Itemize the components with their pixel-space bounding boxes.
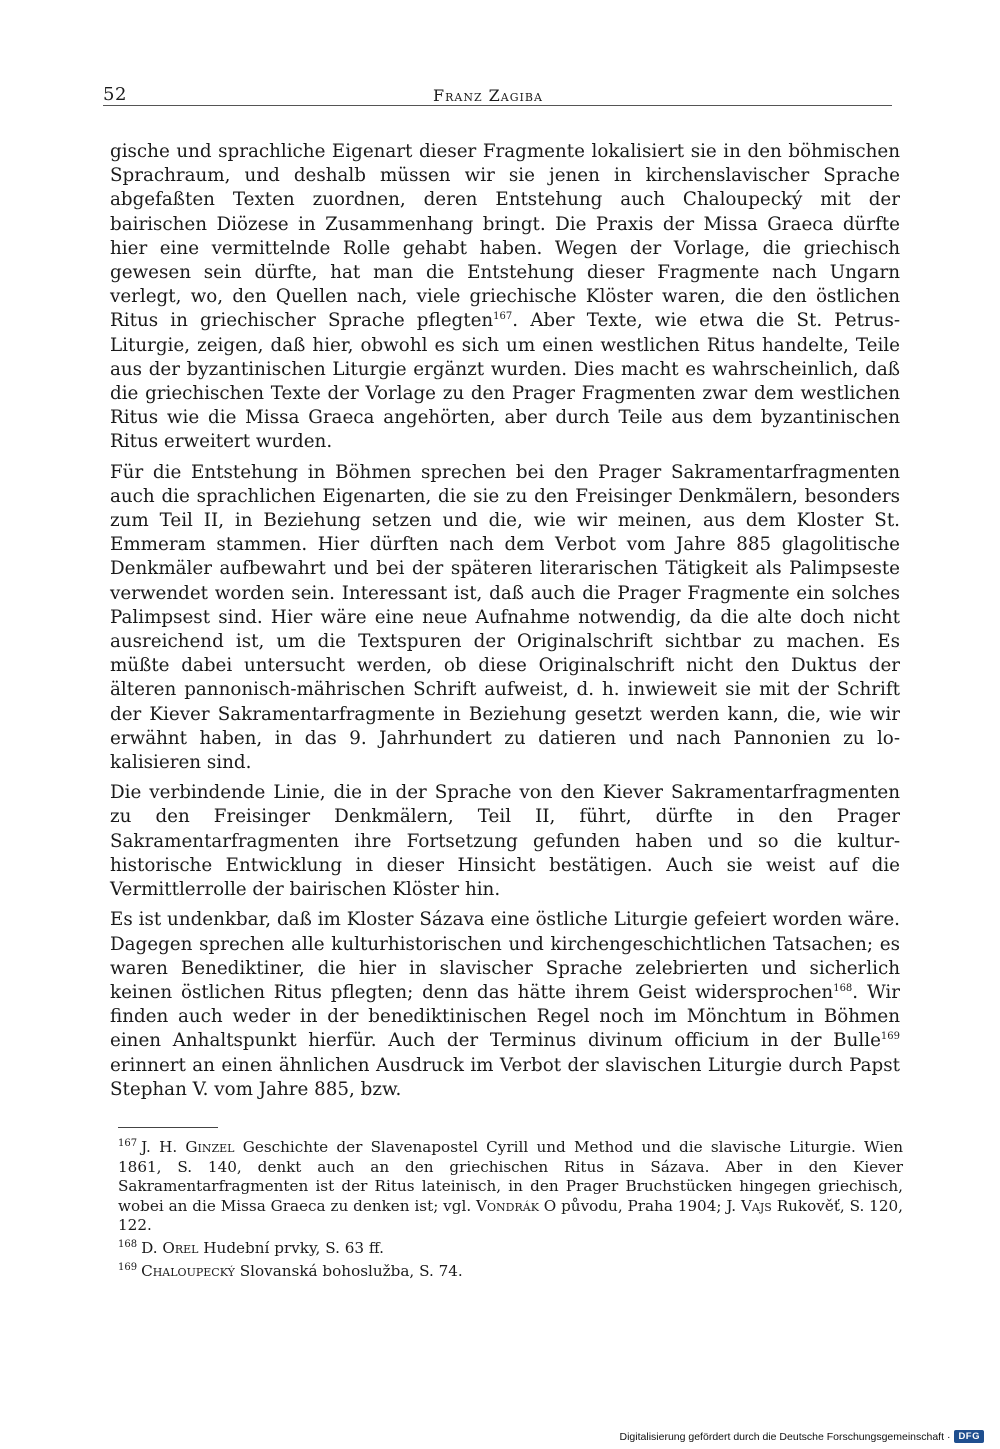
footnote-mark: 169 bbox=[118, 1261, 138, 1273]
author-name: Vajs bbox=[740, 1196, 772, 1215]
footnote-text: J. H. bbox=[141, 1138, 186, 1156]
footnote-ref-168[interactable]: 168 bbox=[833, 982, 853, 994]
page-header bbox=[103, 84, 892, 110]
paragraph-1 bbox=[110, 140, 900, 455]
footnote-text: Geschichte der Slavenapostel Cyrill und Method und die slavische Liturgie. Wien 1861, S. 140, denkt auch an den griechischen Ritus in Sázava. Aber in den Kiever Sakramentarfragmenten ist der Ritus lateinisch, in den Prager Bruchstücken hingegen griechisch, wobei an die Missa Graeca zu denken ist; vgl. bbox=[118, 1138, 903, 1215]
footnote-text: Hudební prvky, S. 63 ff. bbox=[198, 1238, 384, 1257]
credit-text: Digitalisierung gefördert durch die Deutsche Forschungsgemeinschaft · bbox=[619, 1430, 951, 1443]
author-name: Chaloupecký bbox=[141, 1261, 235, 1280]
footnote-mark: 167 bbox=[118, 1137, 138, 1149]
paragraph-4-text-c: erinnert an einen ähnlichen Ausdruck im Verbot der slavischen Liturgie durch Papst Stephan V. vom Jahre 885, bzw. bbox=[110, 1054, 900, 1100]
footnote-168 bbox=[118, 1239, 903, 1259]
footnote-text: Slovanská bohoslužba, S. 74. bbox=[234, 1261, 463, 1280]
paragraph-1-text-rest: . Aber Texte, wie etwa die St. Petrus-Liturgie, zeigen, daß hier, obwohl es sich um einen westlichen Ritus handelte, Teile aus der byzantinischen Liturgie ergänzt wurden. Dies macht es wahrscheinlich, daß die griechischen Texte der Vorlage zu den Prager Fragmenten zwar dem westlichen Ritus wie die Missa Graeca angehörten, aber durch Teile aus dem byzantinischen Ritus erweitert wurden. bbox=[110, 310, 901, 453]
footnote-ref-167[interactable]: 167 bbox=[493, 311, 513, 323]
paragraph-4-text-b: . Wir finden auch weder in der benediktinischen Regel noch im Mönchtum in Böhmen einen Anhaltspunkt hierfür. Auch der Terminus divinum officium in der Bulle bbox=[110, 981, 900, 1052]
header-rule bbox=[103, 105, 892, 106]
paragraph-4 bbox=[110, 908, 900, 1102]
footnote-ref-169[interactable]: 169 bbox=[880, 1031, 900, 1043]
footnote-text: Rukověť, S. 120, 122. bbox=[118, 1196, 903, 1235]
footnotes bbox=[118, 1138, 903, 1284]
footnote-rule bbox=[118, 1127, 218, 1128]
paragraph-2: Für die Entstehung in Böhmen sprechen bei den Prager Sakramentarfragmenten auch die sprachlichen Eigenarten, die sie zu den Freisinger Denkmälern, besonders zum Teil II, in Beziehung setzen und die, wie wir meinen, aus dem Kloster St. Emmeram stammen. Hier dürften nach dem Verbot vom Jahre 885 glagolitische Denkmäler aufbewahrt und bei der späteren literarischen Tätigkeit als Palimpseste verwendet worden sein. Interessant ist, daß auch die Prager Fragmente ein solches Palimpsest sind. Hier wäre eine neue Aufnahme notwendig, da die alte doch nicht ausreichend ist, um die Textspuren der Originalschrift sichtbar zu machen. Es müßte dabei untersucht werden, ob diese Originalschrift nicht den Duktus der älteren pannonisch-mährischen Schrift aufweist, d. h. inwieweit sie mit der Schrift der Kiever Sakramentarfragmente in Beziehung gesetzt werden kann, die, wie wir erwähnt haben, in das 9. Jahrhundert zu datieren und nach Pannonien zu lokalisieren sind. bbox=[110, 461, 900, 774]
running-head: Franz Zagiba bbox=[433, 86, 543, 105]
paragraph-4-text-a: Es ist undenkbar, daß im Kloster Sázava eine östliche Liturgie gefeiert worden wäre. Dagegen sprechen alle kulturhistorischen und kirchengeschichtlichen Tatsachen; es waren Benediktiner, die hier in slavischer Sprache zelebrierten und sicherlich keinen östlichen Ritus pflegten; denn das hätte ihrem Geist widersprochen bbox=[110, 909, 900, 1003]
dfg-logo-icon: DFG bbox=[954, 1430, 984, 1443]
body-text bbox=[110, 140, 900, 1108]
author-name: Ginzel bbox=[185, 1138, 235, 1156]
page-number: 52 bbox=[103, 84, 127, 105]
footnote-167 bbox=[118, 1138, 903, 1236]
footnote-text: D. bbox=[141, 1238, 163, 1257]
author-name: Vondrák bbox=[476, 1196, 539, 1215]
footnote-mark: 168 bbox=[118, 1238, 138, 1250]
footnote-169 bbox=[118, 1262, 903, 1282]
author-name: Orel bbox=[162, 1238, 199, 1257]
paragraph-1-text: gische und sprachliche Eigenart dieser Fragmente lokalisiert sie in den böhmischen Sprachraum, und deshalb müssen wir sie jenen in kirchenslavischer Sprache abgefaßten Texten zuordnen, deren Entstehung auch Chaloupecký mit der bairischen Diözese in Zusammenhang bringt. Die Praxis der Missa Graeca dürfte hier eine vermittelnde Rolle gehabt haben. Wegen der Vorlage, die griechisch gewesen sein dürfte, hat man die Entstehung dieser Fragmente nach Ungarn verlegt, wo, den Quellen nach, viele griechische Klöster waren, die den östlichen Ritus in griechischer Sprache pflegten bbox=[110, 141, 900, 332]
digitization-credit bbox=[620, 1430, 984, 1443]
paragraph-3: Die verbindende Linie, die in der Sprache von den Kiever Sakramentarfragmenten zu den Freisinger Denkmälern, Teil II, führt, dürfte in den Prager Sakramentarfragmenten ihre Fortsetzung gefunden haben und so die kulturhistorische Entwicklung in dieser Hinsicht bestätigen. Auch sie weist auf die Vermittlerrolle der bairischen Klöster hin. bbox=[110, 782, 900, 901]
footnote-text: O původu, Praha 1904; J. bbox=[538, 1196, 741, 1215]
